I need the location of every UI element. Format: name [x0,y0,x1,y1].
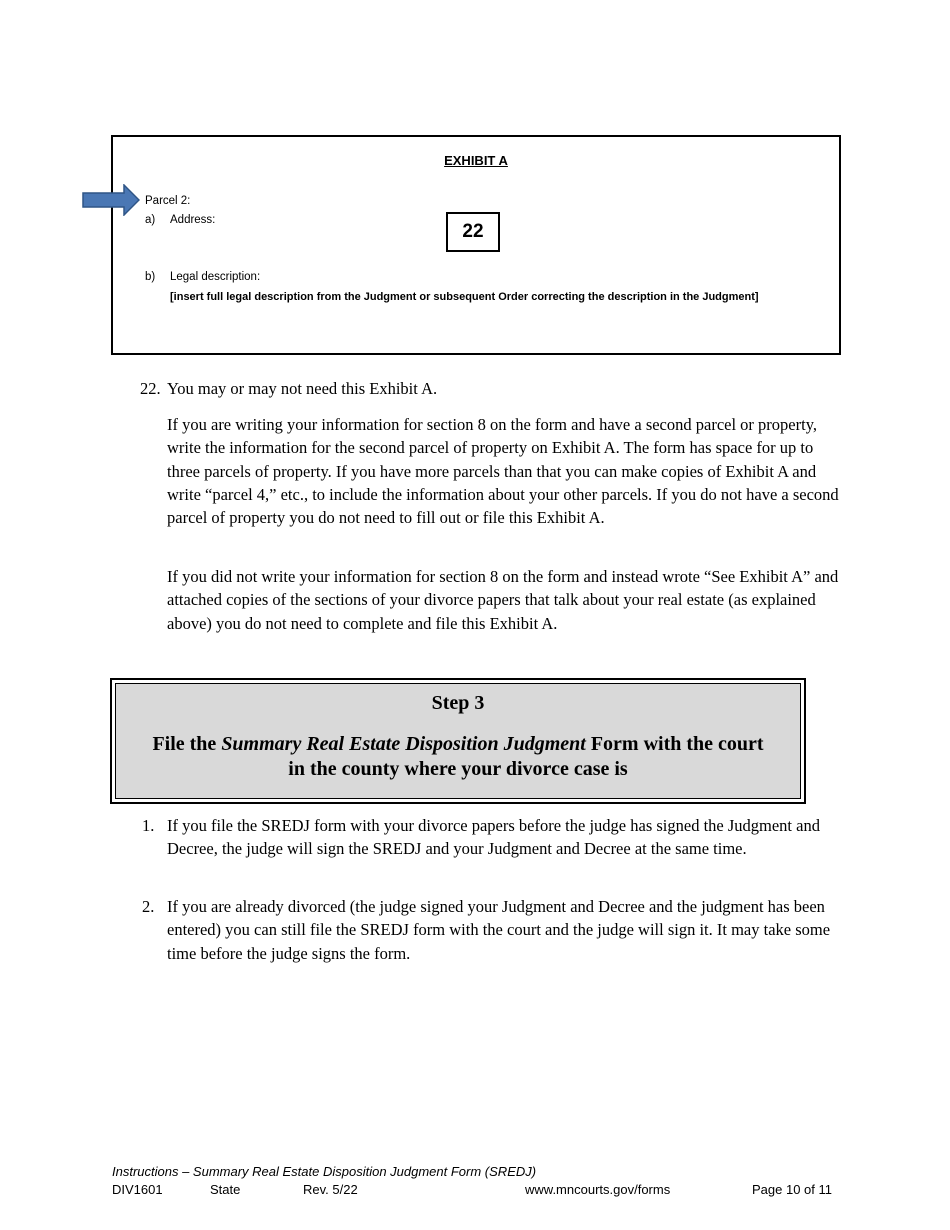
legal-description-instruction: [insert full legal description from the Judgment or subsequent Order correcting the description in the Judgment] [170,291,759,303]
footer-revision: Rev. 5/22 [303,1182,358,1197]
exhibit-a-figure [111,135,841,355]
step-line1-prefix: File the [152,733,222,755]
item-heading: You may or may not need this Exhibit A. [167,379,438,398]
step-line1-suffix: Form with the court [585,733,764,755]
step-form-title: Summary Real Estate Disposition Judgment [221,733,586,755]
item-22-paragraph-1: If you are writing your information for section 8 on the form and have a second parcel or property, write the information for the second parcel of property on Exhibit A. The form has space for up to three parcels of property. If you have more parcels than that you can make copies of Exhibit A and write “parcel 4,” etc., to include the information about your other parcels. If you do not have a second parcel of property you do not need to fill out or file this Exhibit A. [167,415,839,528]
list-item-text: If you file the SREDJ form with your divorce papers before the judge has signed the Judgment and Decree, the judge will sign the SREDJ and your Judgment and Decree at the same time. [167,816,820,859]
legal-letter: b) [145,271,156,283]
step-3-inner [115,683,801,799]
step-3-box [110,678,806,804]
right-arrow-icon [82,184,140,216]
address-label: Address: [170,214,216,226]
address-letter: a) [145,214,156,226]
footer-jurisdiction: State [210,1182,241,1197]
footer-page-number: Page 10 of 11 [752,1182,832,1197]
item-22-paragraph-2: If you did not write your information for section 8 on the form and instead wrote “See Exhibit A” and attached copies of the sections of your divorce papers that talk about your real estate (as explained above) you do not need to complete and file this Exhibit A. [167,567,839,633]
footer-title: Instructions – Summary Real Estate Disposition Judgment Form (SREDJ) [112,1164,537,1179]
step-heading: Step 3 [431,692,485,714]
footer-form-id: DIV1601 [112,1182,163,1197]
exhibit-title: EXHIBIT A [444,153,508,168]
callout-number-box: 22 [446,212,500,252]
list-item-number: 1. [142,816,155,835]
parcel-label: Parcel 2: [145,195,191,207]
legal-description-label: Legal description: [170,271,261,283]
list-item-text: If you are already divorced (the judge signed your Judgment and Decree and the judgment has been entered) you can still file the SREDJ form with the court and the judge will sign it. It may take some time before the judge signs the form. [167,897,831,963]
item-number: 22. [140,379,161,398]
footer-url[interactable]: www.mncourts.gov/forms [525,1182,671,1197]
list-item-number: 2. [142,897,155,916]
step-line2: in the county where your divorce case is [288,758,628,780]
step-subheading [116,732,800,782]
